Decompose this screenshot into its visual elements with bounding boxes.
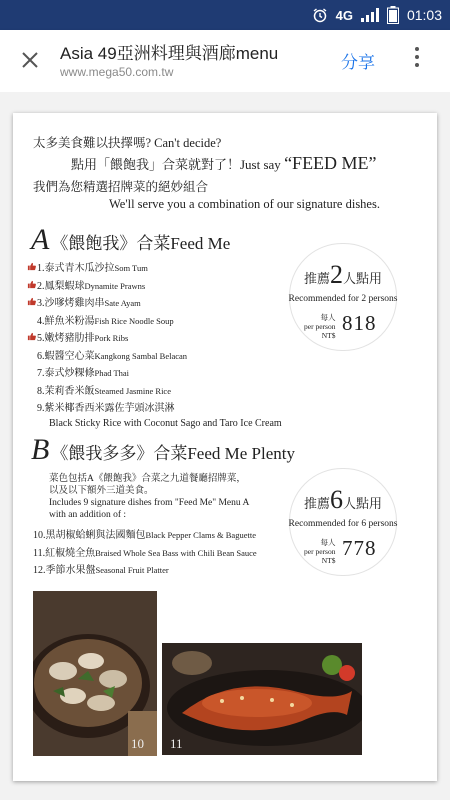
badge-a-per-person: 每人 per person NT$ xyxy=(304,313,336,340)
network-type-label: 4G xyxy=(335,7,353,23)
more-options-button[interactable] xyxy=(407,47,427,77)
menu-item-name-en: Phad Thai xyxy=(94,368,130,378)
share-button[interactable]: 分享 xyxy=(341,53,375,72)
more-vert-icon xyxy=(415,47,419,51)
menu-item-number: 6. xyxy=(37,350,45,362)
menu-item-name-en: Som Tum xyxy=(114,263,148,273)
menu-item-number: 1. xyxy=(37,263,45,274)
menu-item-name-zh: 紅椒燒全魚 xyxy=(45,547,96,559)
close-button[interactable] xyxy=(12,42,48,78)
section-a-price-badge xyxy=(289,243,397,351)
photo-1-number: 10 xyxy=(131,736,144,751)
status-bar xyxy=(0,0,450,30)
menu-item xyxy=(27,278,282,296)
menu-item xyxy=(27,330,282,348)
section-b-heading xyxy=(31,433,295,467)
menu-item-name-en: Kangkong Sambal Belacan xyxy=(94,350,188,361)
badge-a-title: 推薦2人點用 xyxy=(303,260,383,289)
menu-item-number: 11. xyxy=(33,547,46,559)
menu-item-name-zh: 鮮魚米粉湯 xyxy=(44,315,95,327)
section-b-letter: B xyxy=(31,433,50,466)
menu-item-number: 2. xyxy=(37,280,45,292)
menu-item xyxy=(33,527,257,545)
menu-item xyxy=(27,260,282,278)
menu-item xyxy=(27,295,282,313)
menu-item-9-english: Black Sticky Rice with Coconut Sago and Taro Ice Cream xyxy=(49,417,282,429)
battery-icon xyxy=(387,6,399,24)
menu-item-name-zh: 泰式青木瓜沙拉 xyxy=(44,263,115,274)
badge-b-title: 推薦6人點用 xyxy=(303,485,383,514)
menu-item-name-zh: 嫩烤豬肋排 xyxy=(44,333,95,344)
thumbs-up-icon xyxy=(27,260,37,277)
menu-item-name-en: Fish Rice Noodle Soup xyxy=(94,315,174,326)
menu-item-number: 5. xyxy=(37,333,45,344)
thumbs-up-icon xyxy=(27,295,37,312)
menu-item-name-en: Pork Ribs xyxy=(94,333,129,343)
menu-item-number: 7. xyxy=(37,368,45,379)
clock-time: 01:03 xyxy=(406,7,442,23)
menu-item-number: 12. xyxy=(33,565,46,576)
section-b-title: 《餵我多多》合菜Feed Me Plenty xyxy=(51,444,295,463)
intro-line-4: We'll serve you a combination of our signature dishes. xyxy=(109,197,380,211)
menu-item xyxy=(27,383,282,401)
menu-item-number: 10. xyxy=(33,530,46,541)
menu-item-name-zh: 茉莉香米飯 xyxy=(44,385,95,397)
badge-b-per-person: 每人 per person NT$ xyxy=(304,538,336,565)
menu-item-name-zh: 紫米椰香西米露佐芋頭冰淇淋 xyxy=(44,403,175,414)
photo-2-number: 11 xyxy=(170,736,183,751)
menu-item-name-zh: 泰式炒粿條 xyxy=(44,368,95,379)
menu-item-number: 3. xyxy=(37,298,45,309)
signal-icon xyxy=(361,8,379,22)
menu-item-name-zh: 蝦醬空心菜 xyxy=(44,350,95,362)
badge-a-subtitle: Recommended for 2 persons xyxy=(288,294,398,304)
intro-line-3: 我們為您精選招牌菜的絕妙組合 xyxy=(33,180,209,194)
alarm-icon xyxy=(312,7,328,23)
page-title: Asia 49亞洲料理與酒廊menu xyxy=(60,44,279,63)
menu-item-number: 4. xyxy=(37,315,45,327)
menu-item-name-en: Steamed Jasmine Rice xyxy=(94,385,171,396)
section-b-price-badge xyxy=(289,468,397,576)
feed-me-quote: “FEED ME” xyxy=(284,153,377,173)
clams-dish-photo xyxy=(33,591,157,756)
menu-page[interactable] xyxy=(13,113,437,781)
menu-item xyxy=(27,400,282,418)
menu-item xyxy=(27,348,282,366)
menu-item-name-zh: 季節水果盤 xyxy=(45,565,96,576)
menu-item xyxy=(33,545,257,563)
browser-toolbar xyxy=(0,30,450,92)
intro-line-2 xyxy=(71,153,377,174)
menu-item-name-zh: 鳳梨蝦球 xyxy=(44,280,85,292)
page-url: www.mega50.com.tw xyxy=(60,65,174,79)
thumbs-up-icon xyxy=(27,278,37,295)
close-icon xyxy=(21,51,39,69)
section-a-menu-list xyxy=(27,260,282,430)
badge-b-price: 778 xyxy=(342,536,377,560)
section-b-note: 菜色包括A《餵飽我》合菜之九道餐廳招牌菜， 以及以下額外三道美食。 Includes 9 signature dishes from "Feed Me" Menu A with an addition of : xyxy=(49,474,250,520)
section-a-heading xyxy=(31,223,230,257)
menu-item-name-zh: 黑胡椒蛤蜊與法國麵包 xyxy=(45,530,146,541)
badge-a-price: 818 xyxy=(342,311,377,335)
menu-item-name-en: Braised Whole Sea Bass with Chili Bean Sauce xyxy=(95,547,257,558)
section-b-menu-list xyxy=(33,527,257,580)
section-a-title: 《餵飽我》合菜Feed Me xyxy=(51,234,231,253)
menu-item-name-en: Sate Ayam xyxy=(104,298,141,308)
menu-item-name-zh: 沙嗲烤雞肉串 xyxy=(44,298,105,309)
thumbs-up-icon xyxy=(27,330,37,347)
menu-item xyxy=(33,562,257,580)
menu-item-number: 9. xyxy=(37,403,45,414)
badge-b-count: 6 xyxy=(330,485,343,514)
badge-b-subtitle: Recommended for 6 persons xyxy=(288,519,398,529)
badge-a-count: 2 xyxy=(330,260,343,289)
menu-item-name-en: Dynamite Prawns xyxy=(84,280,146,291)
section-a-letter: A xyxy=(31,223,50,256)
intro-line-2-text: 點用「餵飽我」合菜就對了！Just say xyxy=(71,157,285,172)
menu-item xyxy=(27,365,282,383)
menu-item xyxy=(27,313,282,331)
whole-fish-dish-photo xyxy=(162,643,362,755)
menu-item-number: 8. xyxy=(37,385,45,397)
intro-line-1: 太多美食難以抉擇嗎? Can't decide? xyxy=(33,136,222,150)
menu-item-name-en: Seasonal Fruit Platter xyxy=(95,565,169,575)
menu-item-name-en: Black Pepper Clams & Baguette xyxy=(145,530,256,540)
